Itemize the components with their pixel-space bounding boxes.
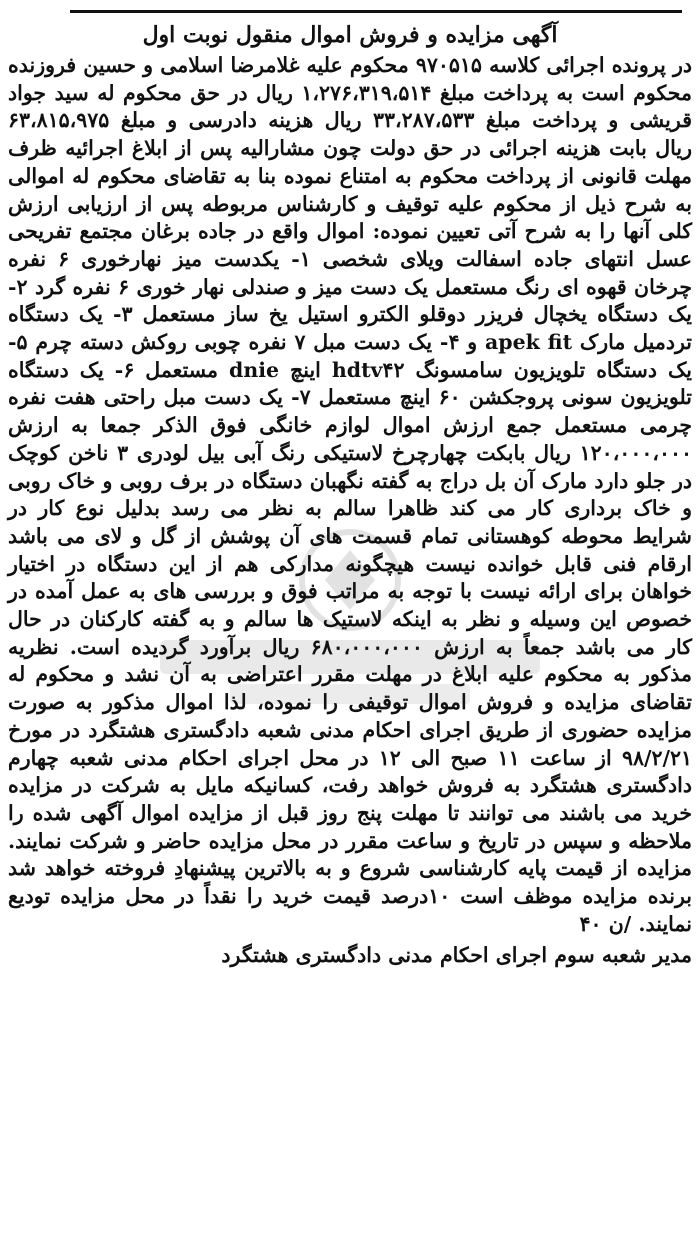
top-divider-rule <box>70 10 682 13</box>
notice-article <box>8 18 692 969</box>
notice-signature: مدیر شعبه سوم اجرای احکام مدنی دادگستری هشتگرد <box>221 942 692 967</box>
notice-title: آگهی مزایده و فروش اموال منقول نوبت اول <box>142 22 558 48</box>
notice-body-text: در پرونده اجرائی کلاسه ۹۷۰۵۱۵ محکوم علیه غلامرضا اسلامی و حسین فروزنده محکوم است به پرداخت مبلغ ۱،۲۷۶،۳۱۹،۵۱۴ ریال در حق محکوم له سید جواد قریشی و پرداخت مبلغ ۳۳،۲۸۷،۵۳۳ ریال هزینه دادرسی و مبلغ ۶۳،۸۱۵،۹۷۵ ریال بابت هزینه اجرائی در حق دولت چون مشارالیه پس از ابلاغ اجرائیه ظرف مهلت قانونی از پرداخت محکوم به امتناع نموده بنا به تقاضای محکوم له اموالی به شرح ذیل از محکوم علیه توقیف و کارشناس مربوطه پس از ارزیابی ارزش کلی آنها را به شرح آتی تعیین نموده: اموال واقع در جاده برغان مجتمع تفریحی عسل انتهای جاده اسفالت ویلای شخصی ۱- یکدست میز نهارخوری ۶ نفره چرخان قهوه ای رنگ مستعمل یک دست میز و صندلی نهار خوری ۶ نفره گرد ۲- یک دستگاه یخچال فریزر دوقلو الکترو استیل یخ ساز مستعمل ۳- یک دستگاه تردمیل مارک apek fit و ۴- یک دست مبل ۷ نفره چوبی روکش دسته چرم ۵- یک دستگاه تلویزیون سامسونگ hdtv۴۲ اینچ dnie مستعمل ۶- یک دستگاه تلویزیون سونی پروجکشن ۶۰ اینچ مستعمل ۷- یک دست مبل راحتی هفت نفره چرمی مستعمل جمع ارزش اموال لوازم خانگی فوق الذکر جمعا به ارزش ۱۲۰،۰۰۰،۰۰۰ ریال بابکت چهارچرخ لاستیکی رنگ آبی بیل لودری ۳ ناخن کوچک در جلو دارد مارک آن بل دراج به گفته نگهبان دستگاه در برف روبی و خاک روبی و خاک برداری کار می کند ظاهرا سالم به نظر می رسد بدلیل نوع کار در شرایط محوطه کوهستانی تمام قسمت های آن پوشش از گل و لای می باشد ارقام فنی قابل خوانده نیست هیچگونه مدارکی هم از این دستگاه در اختیار خواهان برای ارائه نیست با توجه به مراتب فوق و بررسی های به عمل آمده در خصوص این وسیله و نظر به اینکه لاستیک ها سالم و به گفته کارکنان در حال کار می باشد جمعاً به ارزش ۶۸۰،۰۰۰،۰۰۰ ریال برآورد گردیده است. نظریه مذکور به محکوم علیه ابلاغ در مهلت مقرر اعتراضی به آن نشد و محکوم له تقاضای مزایده و فروش اموال توقیفی را نموده، لذا اموال مذکور به صورت مزایده حضوری از طریق اجرای احکام مدنی شعبه دادگستری هشتگرد در مورخ ۹۸/۲/۲۱ از ساعت ۱۱ صبح الی ۱۲ در محل اجرای احکام مدنی شعبه چهارم دادگستری هشتگرد به فروش خواهد رفت، کسانیکه مایل به شرکت در مزایده خرید می باشند می توانند تا مهلت پنج روز قبل از مزایده اموال آگهی شده را ملاحظه و سپس در تاریخ و ساعت مقرر در محل مزایده حاضر و شرکت نمایند. مزایده از قیمت پایه کارشناسی شروع و به بالاترین پیشنهادِ فروخته خواهد شد برنده مزایده موظف است ۱۰درصد قیمت خرید را نقداً در محل مزایده تودیع نمایند. /ن ۴۰ <box>8 53 693 936</box>
